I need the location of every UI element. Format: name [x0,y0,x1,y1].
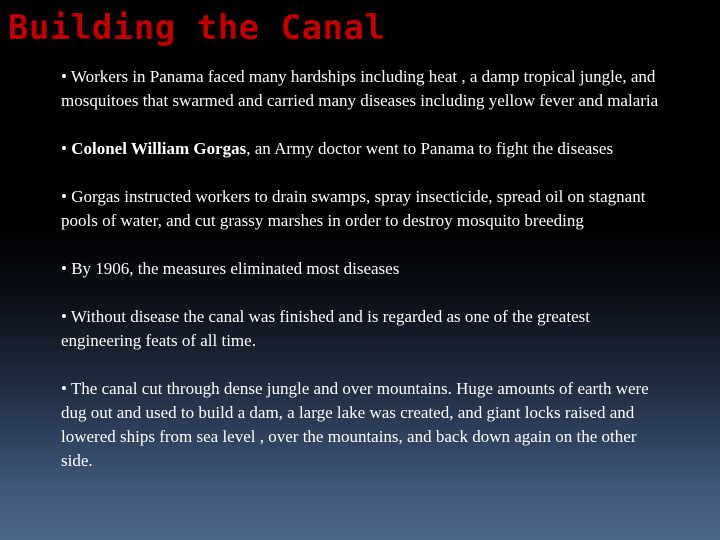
bullet-list [61,65,661,497]
bullet-item [61,377,661,473]
bullet-marker: • [61,139,72,158]
bullet-text: By 1906, the measures eliminated most diseases [71,259,400,278]
bullet-item [61,257,661,281]
slide-title: Building the Canal [8,8,386,48]
bullet-text: Without disease the canal was finished and is regarded as one of the greatest engineering feats of all time. [61,307,590,350]
bullet-marker: • [61,379,71,398]
bullet-text: The canal cut through dense jungle and over mountains. Huge amounts of earth were dug out and used to build a dam, a large lake was created, and giant locks raised and lowered ships from sea level , over the mountains, and back down again on the other side. [61,379,649,470]
bullet-item [61,65,661,113]
bullet-text: , an Army doctor went to Panama to fight the diseases [246,139,614,158]
bullet-item [61,305,661,353]
bullet-marker: • [61,307,71,326]
bullet-bold-text: Colonel William Gorgas [71,139,247,158]
bullet-marker: • [61,67,71,86]
bullet-item [61,185,661,233]
bullet-marker: • [61,259,72,278]
bullet-text: Workers in Panama faced many hardships including heat , a damp tropical jungle, and mosquitoes that swarmed and carried many diseases including yellow fever and malaria [61,67,659,110]
bullet-item [61,137,661,161]
bullet-text: Gorgas instructed workers to drain swamps, spray insecticide, spread oil on stagnant pools of water, and cut grassy marshes in order to destroy mosquito breeding [61,187,646,230]
bullet-marker: • [61,187,72,206]
